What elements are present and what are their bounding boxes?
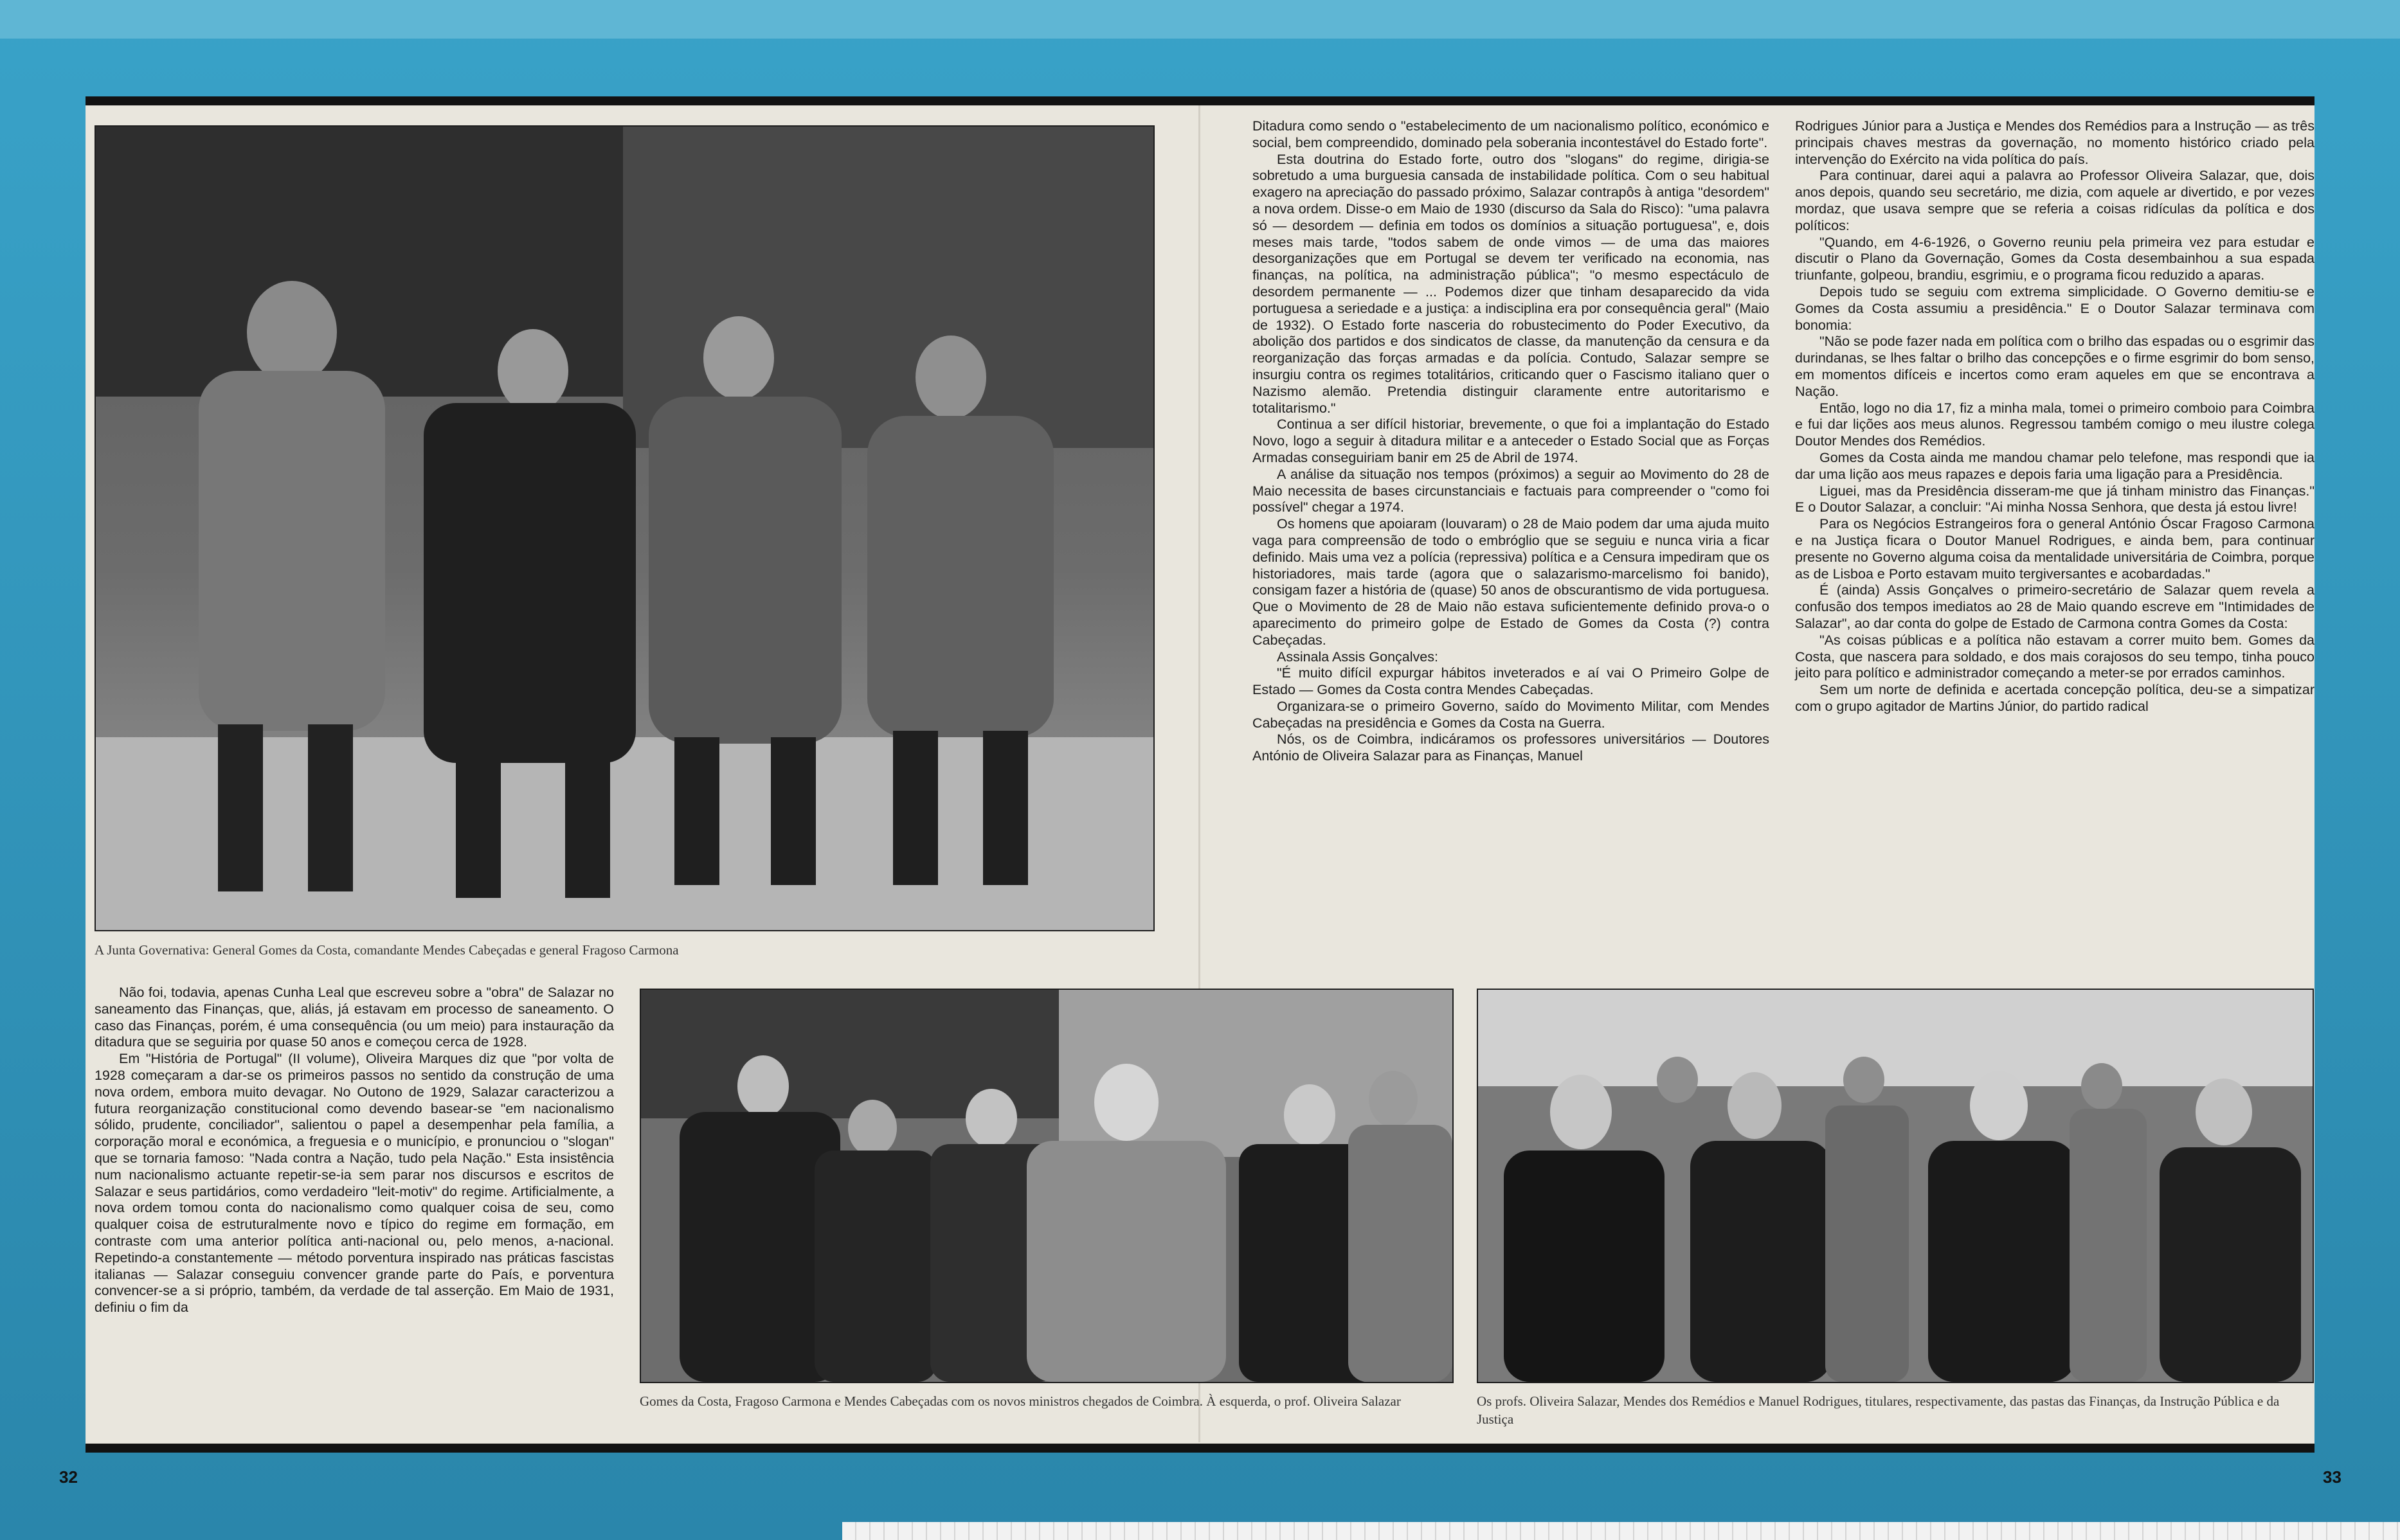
article-column-left xyxy=(95,985,614,1316)
photo-ministros-caption: Gomes da Costa, Fragoso Carmona e Mendes Cabeçadas com os novos ministros chegados de Coimbra. À esquerda, o prof. Oliveira Salazar xyxy=(640,1393,1401,1409)
paragraph: "Não se pode fazer nada em política com o brilho das espadas ou o esgrimir das durindanas, se lhes faltar o brilho das concepções e o firme esgrimir do bom senso, em momentos difíceis e incertos como eram aqueles em que se encontrava a Nação. xyxy=(1795,334,2314,399)
paragraph: Ditadura como sendo o "estabelecimento de um nacionalismo político, económico e social, bem compreendido, dominado pela soberania incontestável do Estado forte". xyxy=(1252,118,1769,150)
article-column-right xyxy=(1795,118,2314,715)
paragraph: Sem um norte de definida e acertada concepção política, deu-se a simpatizar com o grupo agitador de Martins Júnior, do partido radical xyxy=(1795,682,2314,714)
paragraph: Assinala Assis Gonçalves: xyxy=(1277,649,1438,665)
photo-ministros-coimbra xyxy=(640,989,1454,1383)
color-calibration-strip xyxy=(842,1522,2400,1540)
photo-ministros-image xyxy=(641,990,1452,1382)
paragraph: "Quando, em 4-6-1926, o Governo reuniu pela primeira vez para estudar e discutir o Plano da Governação, Gomes da Costa desembainhou a sua espada triunfante, golpeou, brandiu, esgrimiu, e o programa ficou reduzido a aparas. xyxy=(1795,234,2314,283)
paragraph: Rodrigues Júnior para a Justiça e Mendes dos Remédios para a Instrução — as três principais chaves mestras da governação, no momento histórico criado pela intervenção do Exército na vida política do país. xyxy=(1795,118,2314,167)
photo-profs-coimbra xyxy=(1477,989,2314,1383)
paragraph: "É muito difícil expurgar hábitos inveterados e aí vai O Primeiro Golpe de Estado — Gomes da Costa contra Mendes Cabeçadas. xyxy=(1252,665,1769,698)
paragraph: Os homens que apoiaram (louvaram) o 28 de Maio podem dar uma ajuda muito vaga para compreensão de todo o embróglio que se seguiu e nunca viria a ficar definido. Mais uma vez a polícia (repressiva) política e a Censura impediram que os historiadores, mais tarde (agora que o salazarismo-marcelismo foi banido), consigam fazer a história de (quase) 50 anos de obscurantismo de vida portuguesa. Que o Movimento de 28 de Maio não estava suficientemente definido prova-o o aparecimento do primeiro golpe de Estado de Gomes da Costa (?) contra Cabeçadas. xyxy=(1252,516,1769,648)
paragraph: Para continuar, darei aqui a palavra ao Professor Oliveira Salazar, que, dois anos depois, quando seu secretário, me dizia, com aquele ar divertido, e por vezes mordaz, que usava sempre que se referia a coisas ridículas da política e dos políticos: xyxy=(1795,168,2314,233)
photo-junta-caption: A Junta Governativa: General Gomes da Costa, comandante Mendes Cabeçadas e general Fragoso Carmona xyxy=(95,942,679,958)
paragraph: Em "História de Portugal" (II volume), Oliveira Marques diz que "por volta de 1928 começaram a dar-se os primeiros passos no sentido da construção de uma nova ordem, embora muito devagar. No Outono de 1929, Salazar caracterizou a futura reorganização constitucional como devendo basear-se "em nacionalismo sólido, prudente, conciliador", salientou o papel a desempenhar pela família, a corporação moral e económica, a freguesia e o município, e pronunciou o "slogan" que se tornaria famoso: "Nada contra a Nação, tudo pela Nação." Esta insistência num nacionalismo actuante repetir-se-ia sem parar nos discursos e escritos de Salazar e seus partidários, como verdadeiro "leit-motiv" do regime. Artificialmente, a nova ordem tomou conta do nacionalismo como qualquer coisa de seu, como qualquer coisa de estruturalmente novo e típico do regime em formação, em contraste com uma anterior política anti-nacional ou, pelo menos, a-nacional. Repetindo-a constantemente — método porventura inspirado nas práticas fascistas italianas — Salazar conseguiu convencer grande parte do País, e porventura convencer-se a si próprio, também, da verdade de tal asserção. Em Maio de 1931, definiu o fim da xyxy=(95,1051,614,1316)
top-border xyxy=(0,0,2400,39)
photo-profs-image xyxy=(1478,990,2313,1382)
paragraph: Gomes da Costa ainda me mandou chamar pelo telefone, mas respondi que ia dar uma lição aos meus rapazes e depois faria uma ligação para a Presidência. xyxy=(1795,449,2314,482)
paragraph: Esta doutrina do Estado forte, outro dos "slogans" do regime, dirigia-se sobretudo a uma burguesia cansada de instabilidade política. Com o seu habitual exagero na apreciação do passado próximo, Salazar contrapôs à antiga "desordem" a nova ordem. Disse-o em Maio de 1930 (discurso da Sala do Risco): "uma palavra só — desordem — definia em todos os domínios a situação portuguesa", e, dois meses mais tarde, "todos sabem de onde vimos — de uma das maiores desorganizações que em Portugal se devem ter verificado na economia, nas finanças, na política, na administração pública"; "o mesmo espectáculo de desordem permanente — ... Podemos dizer que tinham desaparecido da vida portuguesa a seriedade e a justiça: a indisciplina era por consequência geral" (Maio de 1932). O Estado forte nasceria do robustecimento do Poder Executivo, da abolição dos partidos e dos sindicatos de classe, da manutenção da censura e da reorganização das forças armadas e da polícia. Contudo, Salazar sempre se insurgiu contra os regimes totalitários, criticando quer o Fascismo italiano quer o Nazismo alemão. Pretendia distinguir claramente entre autoritarismo e totalitarismo." xyxy=(1252,151,1769,416)
paragraph: Continua a ser difícil historiar, brevemente, o que foi a implantação do Estado Novo, logo a seguir à ditadura militar e a anteceder o Estado Social que as Forças Armadas conseguiriam banir em 25 de Abril de 1974. xyxy=(1252,416,1769,465)
paragraph: A análise da situação nos tempos (próximos) a seguir ao Movimento do 28 de Maio necessita de bases circunstanciais e factuais para compreender o "como foi possível" chegar a 1974. xyxy=(1252,466,1769,515)
photo-junta-governativa xyxy=(95,125,1155,931)
paragraph: Para os Negócios Estrangeiros fora o general António Óscar Fragoso Carmona e na Justiça ficara o Doutor Manuel Rodrigues, e ainda bem, para continuar presente no Governo alguma coisa da mentalidade universitária de Coimbra, porque as de Lisboa e Porto estavam muito tergiversantes e acobardadas." xyxy=(1795,516,2314,582)
photo-profs-caption: Os profs. Oliveira Salazar, Mendes dos Remédios e Manuel Rodrigues, titulares, respectivamente, das pastas das Finanças, da Instrução Pública e da Justiça xyxy=(1477,1393,2280,1427)
paragraph: Nós, os de Coimbra, indicáramos os professores universitários — Doutores António de Oliveira Salazar para as Finanças, Manuel xyxy=(1252,731,1769,764)
paragraph: Não foi, todavia, apenas Cunha Leal que escreveu sobre a "obra" de Salazar no saneamento das Finanças, que, aliás, já estavam em processo de saneamento. O caso das Finanças, porém, é uma consequência (ou um meio) para instauração da ditadura que se seguiria por quase 50 anos e começou cerca de 1928. xyxy=(95,985,614,1050)
page-number-left: 32 xyxy=(59,1467,78,1487)
photo-junta-image xyxy=(96,127,1153,930)
paragraph: "As coisas públicas e a política não estavam a correr muito bem. Gomes da Costa, que nascera para soldado, e dos mais corajosos do seu tempo, tinha pouco jeito para político e administrador começando a meter-se por errados caminhos. xyxy=(1795,632,2314,681)
paragraph: É (ainda) Assis Gonçalves o primeiro-secretário de Salazar quem revela a confusão dos tempos imediatos ao 28 de Maio quando escreve em "Intimidades de Salazar", ao dar conta do golpe de Estado de Carmona contra Gomes da Costa: xyxy=(1795,582,2314,631)
top-rule xyxy=(86,96,2314,105)
paragraph: Então, logo no dia 17, fiz a minha mala, tomei o primeiro comboio para Coimbra e fui dar lições aos meus alunos. Regressou também comigo o meu ilustre colega Doutor Mendes dos Remédios. xyxy=(1795,400,2314,449)
paragraph: Depois tudo se seguiu com extrema simplicidade. O Governo demitiu-se e Gomes da Costa assumiu a presidência." E o Doutor Salazar terminava com bonomia: xyxy=(1795,283,2314,333)
page-number-right: 33 xyxy=(2323,1467,2341,1487)
paragraph: Liguei, mas da Presidência disseram-me que já tinham ministro das Finanças." E o Doutor Salazar, a concluir: "Ai minha Nossa Senhora, que desta já estou livre! xyxy=(1795,483,2314,515)
paragraph: Organizara-se o primeiro Governo, saído do Movimento Militar, com Mendes Cabeçadas na presidência e Gomes da Costa na Guerra. xyxy=(1252,698,1769,731)
article-column-middle xyxy=(1252,118,1769,765)
bottom-rule xyxy=(86,1444,2314,1453)
